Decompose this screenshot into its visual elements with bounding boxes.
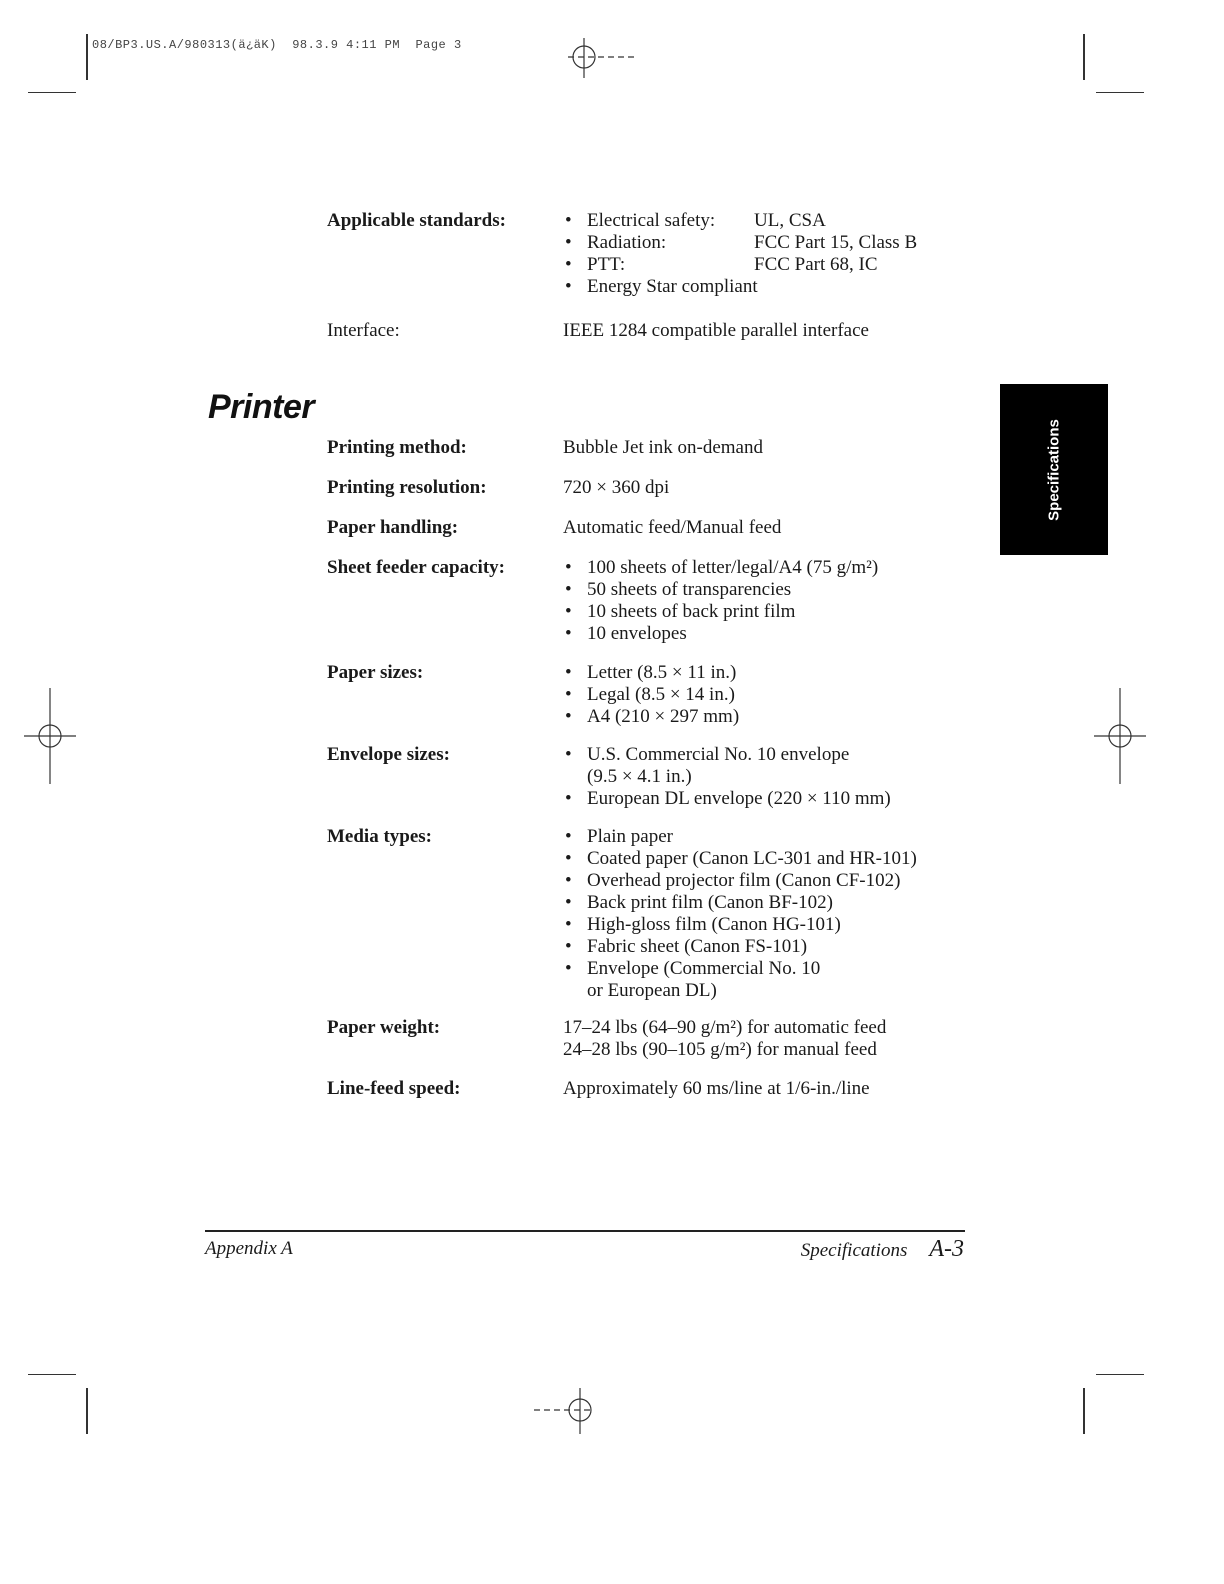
printing-method-label: Printing method: (327, 437, 467, 458)
crop-mark-bottom-left-h (28, 1374, 76, 1375)
std-key: PTT: (587, 254, 626, 275)
list-item-continuation: (9.5 × 4.1 in.) (587, 766, 692, 787)
registration-mark-bottom-icon (534, 1386, 604, 1436)
standards-label: Applicable standards: (327, 210, 506, 231)
media-types-list (563, 826, 1003, 1002)
paper-sizes-list (563, 662, 1003, 728)
footer-rule (205, 1230, 965, 1232)
printing-method-value: Bubble Jet ink on-demand (563, 437, 763, 458)
page-number: A-3 (929, 1236, 964, 1262)
paper-weight-line-1: 17–24 lbs (64–90 g/m²) for automatic feed (563, 1017, 887, 1038)
standards-list (563, 210, 1003, 298)
list-item (563, 254, 1003, 276)
crop-mark-top-left-v (86, 34, 88, 80)
line-feed-label: Line-feed speed: (327, 1078, 461, 1099)
paper-handling-label: Paper handling: (327, 517, 459, 538)
std-key: Radiation: (587, 232, 667, 253)
side-tab (1000, 384, 1108, 555)
side-tab-label: Specifications (1045, 418, 1063, 521)
std-val: FCC Part 15, Class B (754, 232, 918, 253)
list-item: • Fabric sheet (Canon FS-101) (563, 936, 1003, 958)
list-item: • Overhead projector film (Canon CF-102) (563, 870, 1003, 892)
paper-handling-value: Automatic feed/Manual feed (563, 517, 782, 538)
registration-mark-top-icon (568, 34, 638, 80)
list-item: • Legal (8.5 × 14 in.) (563, 684, 1003, 706)
crop-mark-top-right-h (1096, 92, 1144, 93)
envelope-sizes-label: Envelope sizes: (327, 744, 450, 765)
std-val: FCC Part 68, IC (754, 254, 878, 275)
paper-weight-label: Paper weight: (327, 1017, 441, 1038)
std-val: UL, CSA (754, 210, 826, 231)
crop-mark-top-left-h (28, 92, 76, 93)
list-item: • 50 sheets of transparencies (563, 579, 1003, 601)
crop-mark-bottom-right-v (1083, 1388, 1085, 1434)
printing-resolution-value: 720 × 360 dpi (563, 477, 670, 498)
list-item-continuation: or European DL) (587, 980, 717, 1001)
print-slug: 08/BP3.US.A/980313(ä¿äK) 98.3.9 4:11 PM Page 3 (92, 38, 462, 52)
list-item (563, 276, 1003, 298)
list-item: • 10 sheets of back print film (563, 601, 1003, 623)
list-item: • A4 (210 × 297 mm) (563, 706, 1003, 728)
list-item: • U.S. Commercial No. 10 envelope (563, 744, 1003, 766)
interface-label: Interface: (327, 320, 400, 341)
footer-section-label: Specifications (800, 1240, 908, 1261)
footer-section (801, 1236, 964, 1263)
list-item (563, 210, 1003, 232)
list-item: • Envelope (Commercial No. 10 (563, 958, 1003, 980)
registration-mark-right-icon (1094, 688, 1146, 784)
media-types-label: Media types: (327, 826, 433, 847)
std-key: Energy Star compliant (587, 276, 758, 297)
list-item: • 10 envelopes (563, 623, 1003, 645)
sheet-feeder-list (563, 557, 1003, 645)
list-item: • Letter (8.5 × 11 in.) (563, 662, 1003, 684)
sheet-feeder-label: Sheet feeder capacity: (327, 557, 505, 578)
paper-weight-line-2: 24–28 lbs (90–105 g/m²) for manual feed (563, 1039, 877, 1060)
section-title: Printer (208, 388, 315, 426)
line-feed-value: Approximately 60 ms/line at 1/6-in./line (563, 1078, 870, 1099)
printing-resolution-label: Printing resolution: (327, 477, 487, 498)
list-item: • High-gloss film (Canon HG-101) (563, 914, 1003, 936)
list-item: • Back print film (Canon BF-102) (563, 892, 1003, 914)
footer-appendix: Appendix A (205, 1238, 293, 1259)
std-key: Electrical safety: (587, 210, 716, 231)
list-item: • 100 sheets of letter/legal/A4 (75 g/m²) (563, 557, 1003, 579)
registration-mark-left-icon (24, 688, 76, 784)
list-item: • Plain paper (563, 826, 1003, 848)
interface-value: IEEE 1284 compatible parallel interface (563, 320, 869, 341)
paper-sizes-label: Paper sizes: (327, 662, 424, 683)
crop-mark-bottom-right-h (1096, 1374, 1144, 1375)
list-item (563, 232, 1003, 254)
crop-mark-top-right-v (1083, 34, 1085, 80)
list-item: • Coated paper (Canon LC-301 and HR-101) (563, 848, 1003, 870)
paper-weight-value (563, 1017, 1003, 1061)
crop-mark-bottom-left-v (86, 1388, 88, 1434)
envelope-sizes-list (563, 744, 1003, 810)
list-item: • European DL envelope (220 × 110 mm) (563, 788, 1003, 810)
